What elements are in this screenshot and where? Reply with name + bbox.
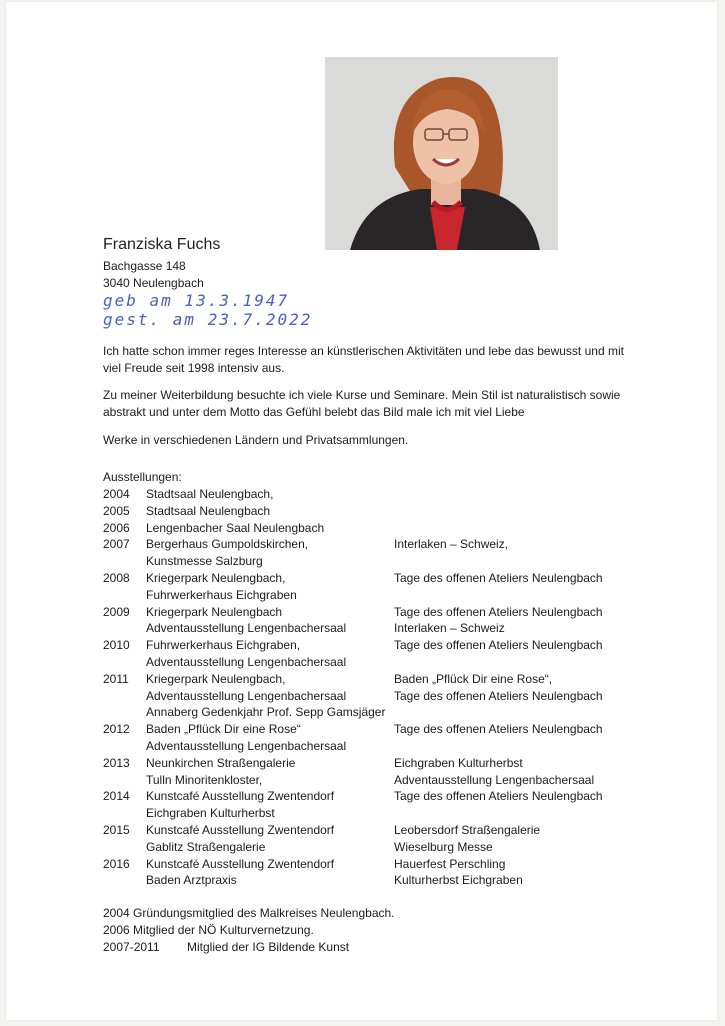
exhibition-venue: Tage des offenen Ateliers Neulengbach xyxy=(394,722,603,737)
exhibition-year: 2011 xyxy=(103,671,129,686)
exhibition-venues xyxy=(146,486,273,503)
exhibition-year: 2015 xyxy=(103,822,130,837)
exhibition-venue: Kulturherbst Eichgraben xyxy=(394,873,523,888)
style-paragraph: Zu meiner Weiterbildung besuchte ich viele Kurse und Seminare. Mein Stil ist naturalistisch sowie abstrakt und unter dem Motto das Gefühl belebt das Bild male ich mit viel Liebe xyxy=(103,388,621,419)
exhibition-venues xyxy=(146,520,324,537)
exhibition-venue: Fuhrwerkerhaus Eichgraben xyxy=(146,587,297,602)
exhibition-venues-secondary xyxy=(394,721,603,738)
exhibition-venues xyxy=(146,570,297,604)
exhibition-venue: Interlaken – Schweiz, xyxy=(394,537,509,552)
exhibition-year: 2010 xyxy=(103,638,130,653)
exhibition-venue: Baden „Pflück Dir eine Rose“ xyxy=(146,722,301,737)
exhibition-venue: Kunstmesse Salzburg xyxy=(146,554,263,569)
exhibition-year: 2013 xyxy=(103,755,130,770)
exhibition-venue: Tage des offenen Ateliers Neulengbach xyxy=(394,638,603,653)
exhibition-year: 2004 xyxy=(103,487,130,501)
exhibition-venue: Kriegerpark Neulengbach xyxy=(146,604,283,619)
exhibition-venues xyxy=(146,822,334,856)
exhibition-venues-secondary xyxy=(394,856,523,890)
exhibition-year: 2007 xyxy=(103,537,130,552)
exhibition-venue: Interlaken – Schweiz xyxy=(394,621,505,636)
document-page xyxy=(6,2,717,1020)
exhibition-venue: Kriegerpark Neulengbach, xyxy=(146,570,286,585)
exhibition-venue: Adventausstellung Lengenbachersaal xyxy=(146,688,347,703)
exhibition-year: 2009 xyxy=(103,604,130,619)
person-name: Franziska Fuchs xyxy=(103,236,221,253)
collections-paragraph: Werke in verschiedenen Ländern und Privatsammlungen. xyxy=(103,433,409,447)
exhibition-venue: Stadtsaal Neulengbach, xyxy=(146,487,274,501)
exhibition-venue: Bergerhaus Gumpoldskirchen, xyxy=(146,537,309,552)
exhibition-venue: Leobersdorf Straßengalerie xyxy=(394,822,541,837)
intro-paragraph: Ich hatte schon immer reges Interesse an künstlerischen Aktivitäten und lebe das bewusst und mit viel Freude seit 1998 intensiv aus. xyxy=(103,344,624,375)
exhibition-venue: Tulln Minoritenkloster, xyxy=(146,772,263,787)
exhibition-venues-secondary xyxy=(394,755,594,789)
membership-item xyxy=(103,939,395,956)
exhibition-venue: Gablitz Straßengalerie xyxy=(146,839,266,854)
handwritten-death-date: gest. am 23.7.2022 xyxy=(103,310,313,329)
exhibition-venues xyxy=(146,721,346,755)
exhibition-venues-secondary xyxy=(394,671,603,705)
portrait-photo xyxy=(325,57,558,250)
exhibition-venues xyxy=(146,671,385,721)
exhibition-venue: Kunstcafé Ausstellung Zwentendorf xyxy=(146,789,335,804)
exhibition-venues-secondary xyxy=(394,822,540,856)
exhibition-venue: Fuhrwerkerhaus Eichgraben, xyxy=(146,638,301,653)
exhibition-venues-secondary xyxy=(394,570,603,587)
exhibition-venue: Kunstcafé Ausstellung Zwentendorf xyxy=(146,822,335,837)
membership-item: 2006 Mitglied der NÖ Kulturvernetzung. xyxy=(103,923,314,937)
exhibition-venue: Neunkirchen Straßengalerie xyxy=(146,755,296,770)
exhibition-year: 2014 xyxy=(103,789,130,804)
exhibition-venues xyxy=(146,755,295,789)
address-street: Bachgasse 148 xyxy=(103,259,186,273)
exhibition-venue: Adventausstellung Lengenbachersaal xyxy=(394,772,595,787)
exhibition-venues xyxy=(146,503,270,520)
exhibition-venue: Tage des offenen Ateliers Neulengbach xyxy=(394,789,603,804)
exhibition-venue: Eichgraben Kulturherbst xyxy=(394,755,523,770)
membership-year: 2007-2011 xyxy=(103,940,160,954)
exhibition-venues-secondary xyxy=(394,637,603,654)
exhibition-venues xyxy=(146,637,346,671)
exhibition-venue: Stadtsaal Neulengbach xyxy=(146,503,271,518)
address-city: 3040 Neulengbach xyxy=(103,276,204,290)
exhibition-venue: Adventausstellung Lengenbachersaal xyxy=(146,654,347,669)
handwritten-birth-date: geb am 13.3.1947 xyxy=(103,291,290,310)
membership-item: 2004 Gründungsmitglied des Malkreises Neulengbach. xyxy=(103,906,395,920)
exhibition-venue: Eichgraben Kulturherbst xyxy=(146,806,275,821)
exhibition-venue: Wieselburg Messe xyxy=(394,839,493,854)
exhibition-year: 2005 xyxy=(103,503,130,518)
exhibition-venue: Tage des offenen Ateliers Neulengbach xyxy=(394,570,603,585)
exhibition-venue: Kriegerpark Neulengbach, xyxy=(146,671,286,686)
exhibition-year: 2006 xyxy=(103,520,130,535)
exhibition-venues xyxy=(146,604,346,638)
exhibition-venues xyxy=(146,856,334,890)
exhibition-venue: Tage des offenen Ateliers Neulengbach xyxy=(394,688,603,703)
exhibition-year: 2016 xyxy=(103,856,130,871)
exhibition-venue: Tage des offenen Ateliers Neulengbach xyxy=(394,604,603,619)
exhibition-venues xyxy=(146,536,308,570)
exhibition-venues-secondary xyxy=(394,536,508,553)
exhibition-venue: Annaberg Gedenkjahr Prof. Sepp Gamsjäger xyxy=(146,705,386,720)
memberships-list xyxy=(103,905,395,956)
exhibition-venues-secondary xyxy=(394,788,603,805)
exhibitions-heading: Ausstellungen: xyxy=(103,470,182,484)
exhibition-venues xyxy=(146,788,334,822)
exhibition-year: 2008 xyxy=(103,570,130,585)
exhibition-year: 2012 xyxy=(103,722,130,737)
exhibition-venue: Lengenbacher Saal Neulengbach xyxy=(146,520,325,535)
exhibition-venue: Kunstcafé Ausstellung Zwentendorf xyxy=(146,856,335,871)
exhibition-venue: Baden Arztpraxis xyxy=(146,873,237,888)
exhibition-venue: Baden „Pflück Dir eine Rose“, xyxy=(394,671,553,686)
exhibition-venue: Adventausstellung Lengenbachersaal xyxy=(146,738,347,753)
exhibition-venues-secondary xyxy=(394,604,603,638)
membership-text: Mitglied der IG Bildende Kunst xyxy=(187,940,350,954)
exhibition-venue: Hauerfest Perschling xyxy=(394,856,506,871)
exhibition-venue: Adventausstellung Lengenbachersaal xyxy=(146,621,347,636)
